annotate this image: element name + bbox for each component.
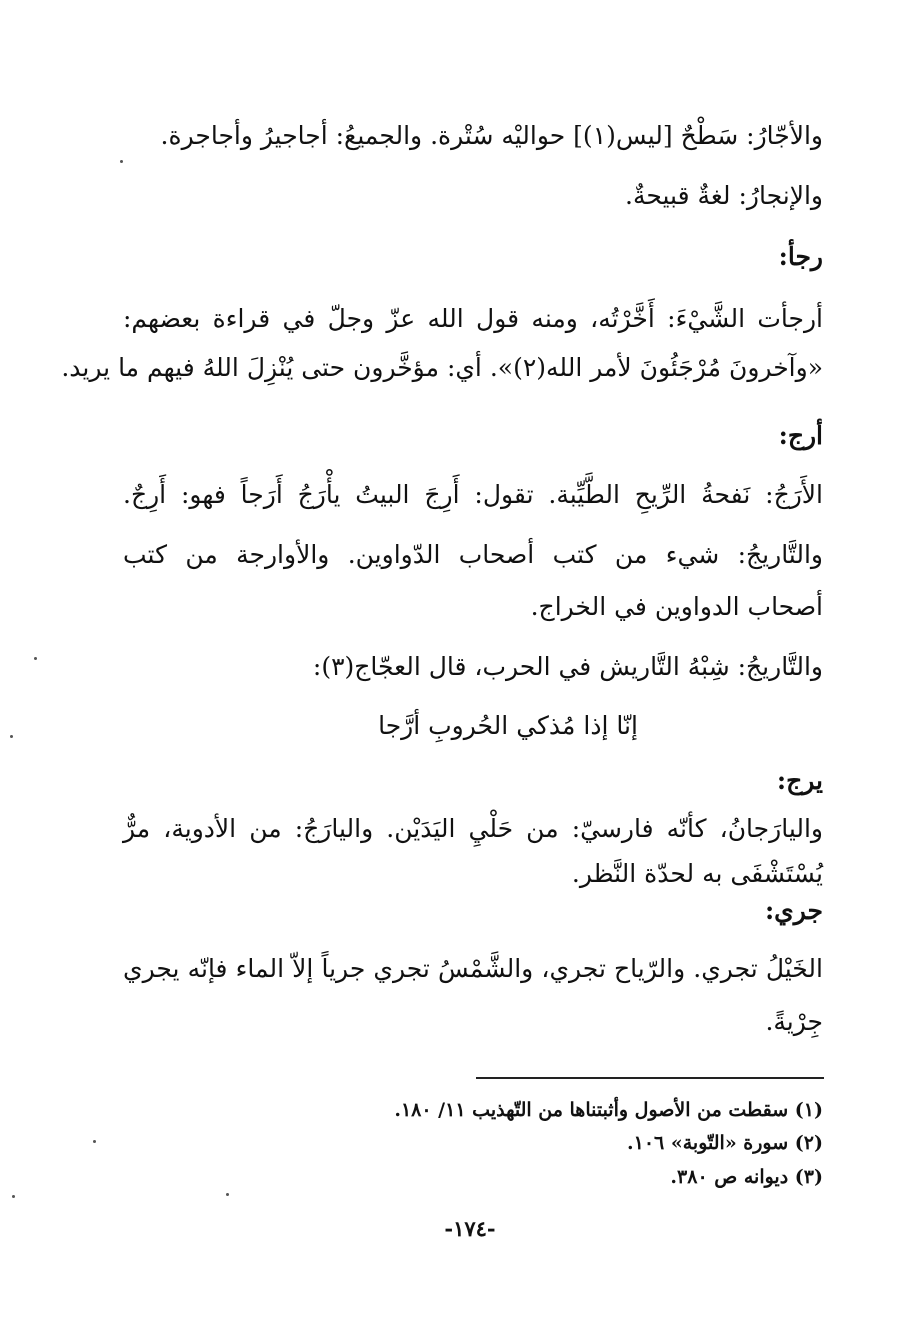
text-line: واليارَجانُ، كأنّه فارسيّ: من حَلْيِ اليَدَيْن. واليارَجُ: من الأدوية، مرٌّ xyxy=(123,814,823,843)
scan-speck xyxy=(12,1195,15,1198)
footnote-2: (٢) سورة «التّوبة» ١٠٦. xyxy=(626,1132,823,1154)
text-line: يُسْتَشْفَى به لحدّة النَّظر. xyxy=(571,859,823,888)
text-line: الأَرَجُ: نَفحةُ الرِّيحِ الطَّيِّبة. تقول: أَرِجَ البيتُ يأْرَجُ أَرَجاً فهو: أَرِجٌ. xyxy=(123,480,823,509)
scan-speck xyxy=(120,160,123,163)
text-line: والتَّاريجُ: شيء من كتب أصحاب الدّواوين. والأوارجة من كتب xyxy=(123,540,823,569)
text-line: الخَيْلُ تجري. والرّياح تجري، والشَّمْسُ تجري جرياً إلاّ الماء فإنّه يجري xyxy=(123,954,823,983)
page-number: -١٧٤- xyxy=(444,1216,496,1241)
text-line: أصحاب الدواوين في الخراج. xyxy=(530,592,823,621)
scan-speck xyxy=(34,657,37,660)
entry-heading-raja: رجأ: xyxy=(778,242,823,271)
scan-speck xyxy=(93,1140,96,1143)
footnote-3: (٣) ديوانه ص ٣٨٠. xyxy=(670,1166,823,1188)
text-line: والتَّاريجُ: شِبْهُ التَّاريش في الحرب، قال العجّاج(٣): xyxy=(312,652,823,681)
scan-speck xyxy=(10,735,13,738)
footnote-divider xyxy=(476,1077,824,1079)
entry-heading-yaraj: يرج: xyxy=(776,766,823,795)
scan-speck xyxy=(226,1193,229,1196)
text-line: «وآخرونَ مُرْجَئُونَ لأمر الله(٢)». أي: مؤخَّرون حتى يُنْزِلَ اللهُ فيهم ما يريد. xyxy=(61,353,823,382)
footnote-1: (١) سقطت من الأصول وأثبتناها من التّهذيب ١١/ ١٨٠. xyxy=(394,1099,823,1121)
text-line: والأجّارُ: سَطْحٌ [ليس(١)] حواليْه سُتْرة. والجميعُ: أجاجيرُ وأجاجرة. xyxy=(160,121,823,150)
entry-heading-jari: جري: xyxy=(764,896,823,925)
text-line: جِرْيةً. xyxy=(765,1007,823,1036)
entry-heading-araj: أرج: xyxy=(778,421,823,450)
text-line: والإنجارُ: لغةٌ قبيحةٌ. xyxy=(625,181,823,210)
text-line: أرجأت الشَّيْءَ: أَخَّرْتُه، ومنه قول الله عزّ وجلّ في قراءة بعضهم: xyxy=(123,304,823,333)
poetry-verse: إنّا إذا مُذكي الحُروبِ أرَّجا xyxy=(378,711,638,740)
